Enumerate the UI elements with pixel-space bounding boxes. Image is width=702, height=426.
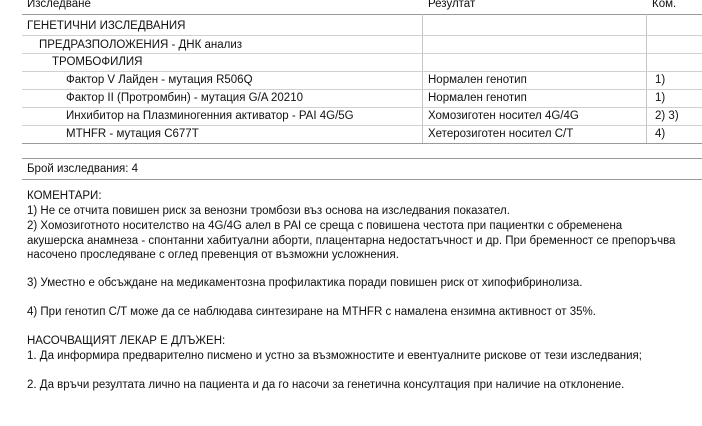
group-title: ТРОМБОФИЛИЯ (52, 56, 143, 68)
table-bottom-border (22, 143, 702, 144)
row-test: Инхибитор на Плазминогенния активатор - PAI 4G/5G (66, 110, 354, 122)
header-test: Изследване (27, 0, 91, 10)
comment-line: 3) Уместно е обсъждане на медикаментозна профилактика поради повишен риск от хипофибринолиза. (27, 277, 583, 289)
count-top-border (22, 158, 702, 159)
physician-title: НАСОЧВАЩИЯТ ЛЕКАР Е ДЛЪЖЕН: (27, 335, 226, 347)
row-test: Фактор V Лайден - мутация R506Q (66, 74, 253, 86)
comment-line: 4) При генотип C/T може да се наблюдава синтезиране на MTHFR с намалена ензимна активност от 35%. (27, 306, 596, 318)
comment-line: акушерска анамнеза - спонтанни хабитуални аборти, плацентарна недостатъчност и др. При бременност се препоръчва (27, 235, 676, 247)
comment-line: насочено проследяване с оглед превенция от възможни усложнения. (27, 249, 399, 261)
physician-line: 2. Да връчи резултата лично на пациента и да го насочи за генетична консултация при наличие на отклонение. (27, 379, 625, 391)
row-result: Хомозиготен носител 4G/4G (428, 110, 579, 122)
section-title: ГЕНЕТИЧНИ ИЗСЛЕДВАНИЯ (27, 20, 186, 32)
physician-line: 1. Да информира предварително писмено и устно за възможностите и евентуалните рискове от тези изследвания; (27, 350, 642, 362)
comments-title: КОМЕНТАРИ: (27, 190, 102, 202)
row-test: Фактор II (Протромбин) - мутация G/A 20210 (66, 92, 303, 104)
column-divider (422, 14, 423, 143)
row-comment: 1) (655, 74, 666, 86)
header-divider (22, 14, 702, 15)
comment-line: 2) Хомозиготното носителство на 4G/4G алел в PAI се среща с повишена честота при пациентки с обременена (27, 220, 623, 232)
comment-line: 1) Не се отчита повишен риск за венозни тромбози въз основа на изследвания показател. (27, 205, 510, 217)
test-count: Брой изследвания: 4 (27, 163, 139, 175)
row-test: MTHFR - мутация C677T (66, 128, 199, 140)
subsection-title: ПРЕДРАЗПОЛОЖЕНИЯ - ДНК анализ (39, 39, 243, 51)
row-comment: 2) 3) (655, 110, 679, 122)
column-divider (646, 14, 647, 143)
count-bottom-border (22, 179, 702, 180)
row-divider (22, 35, 702, 36)
row-result: Нормален генотип (428, 74, 527, 86)
header-comment: Ком. (652, 0, 677, 10)
row-comment: 4) (655, 128, 666, 140)
row-result: Хетерозиготен носител C/T (428, 128, 574, 140)
row-result: Нормален генотип (428, 92, 527, 104)
header-result: Резултат (428, 0, 476, 10)
row-comment: 1) (655, 92, 666, 104)
